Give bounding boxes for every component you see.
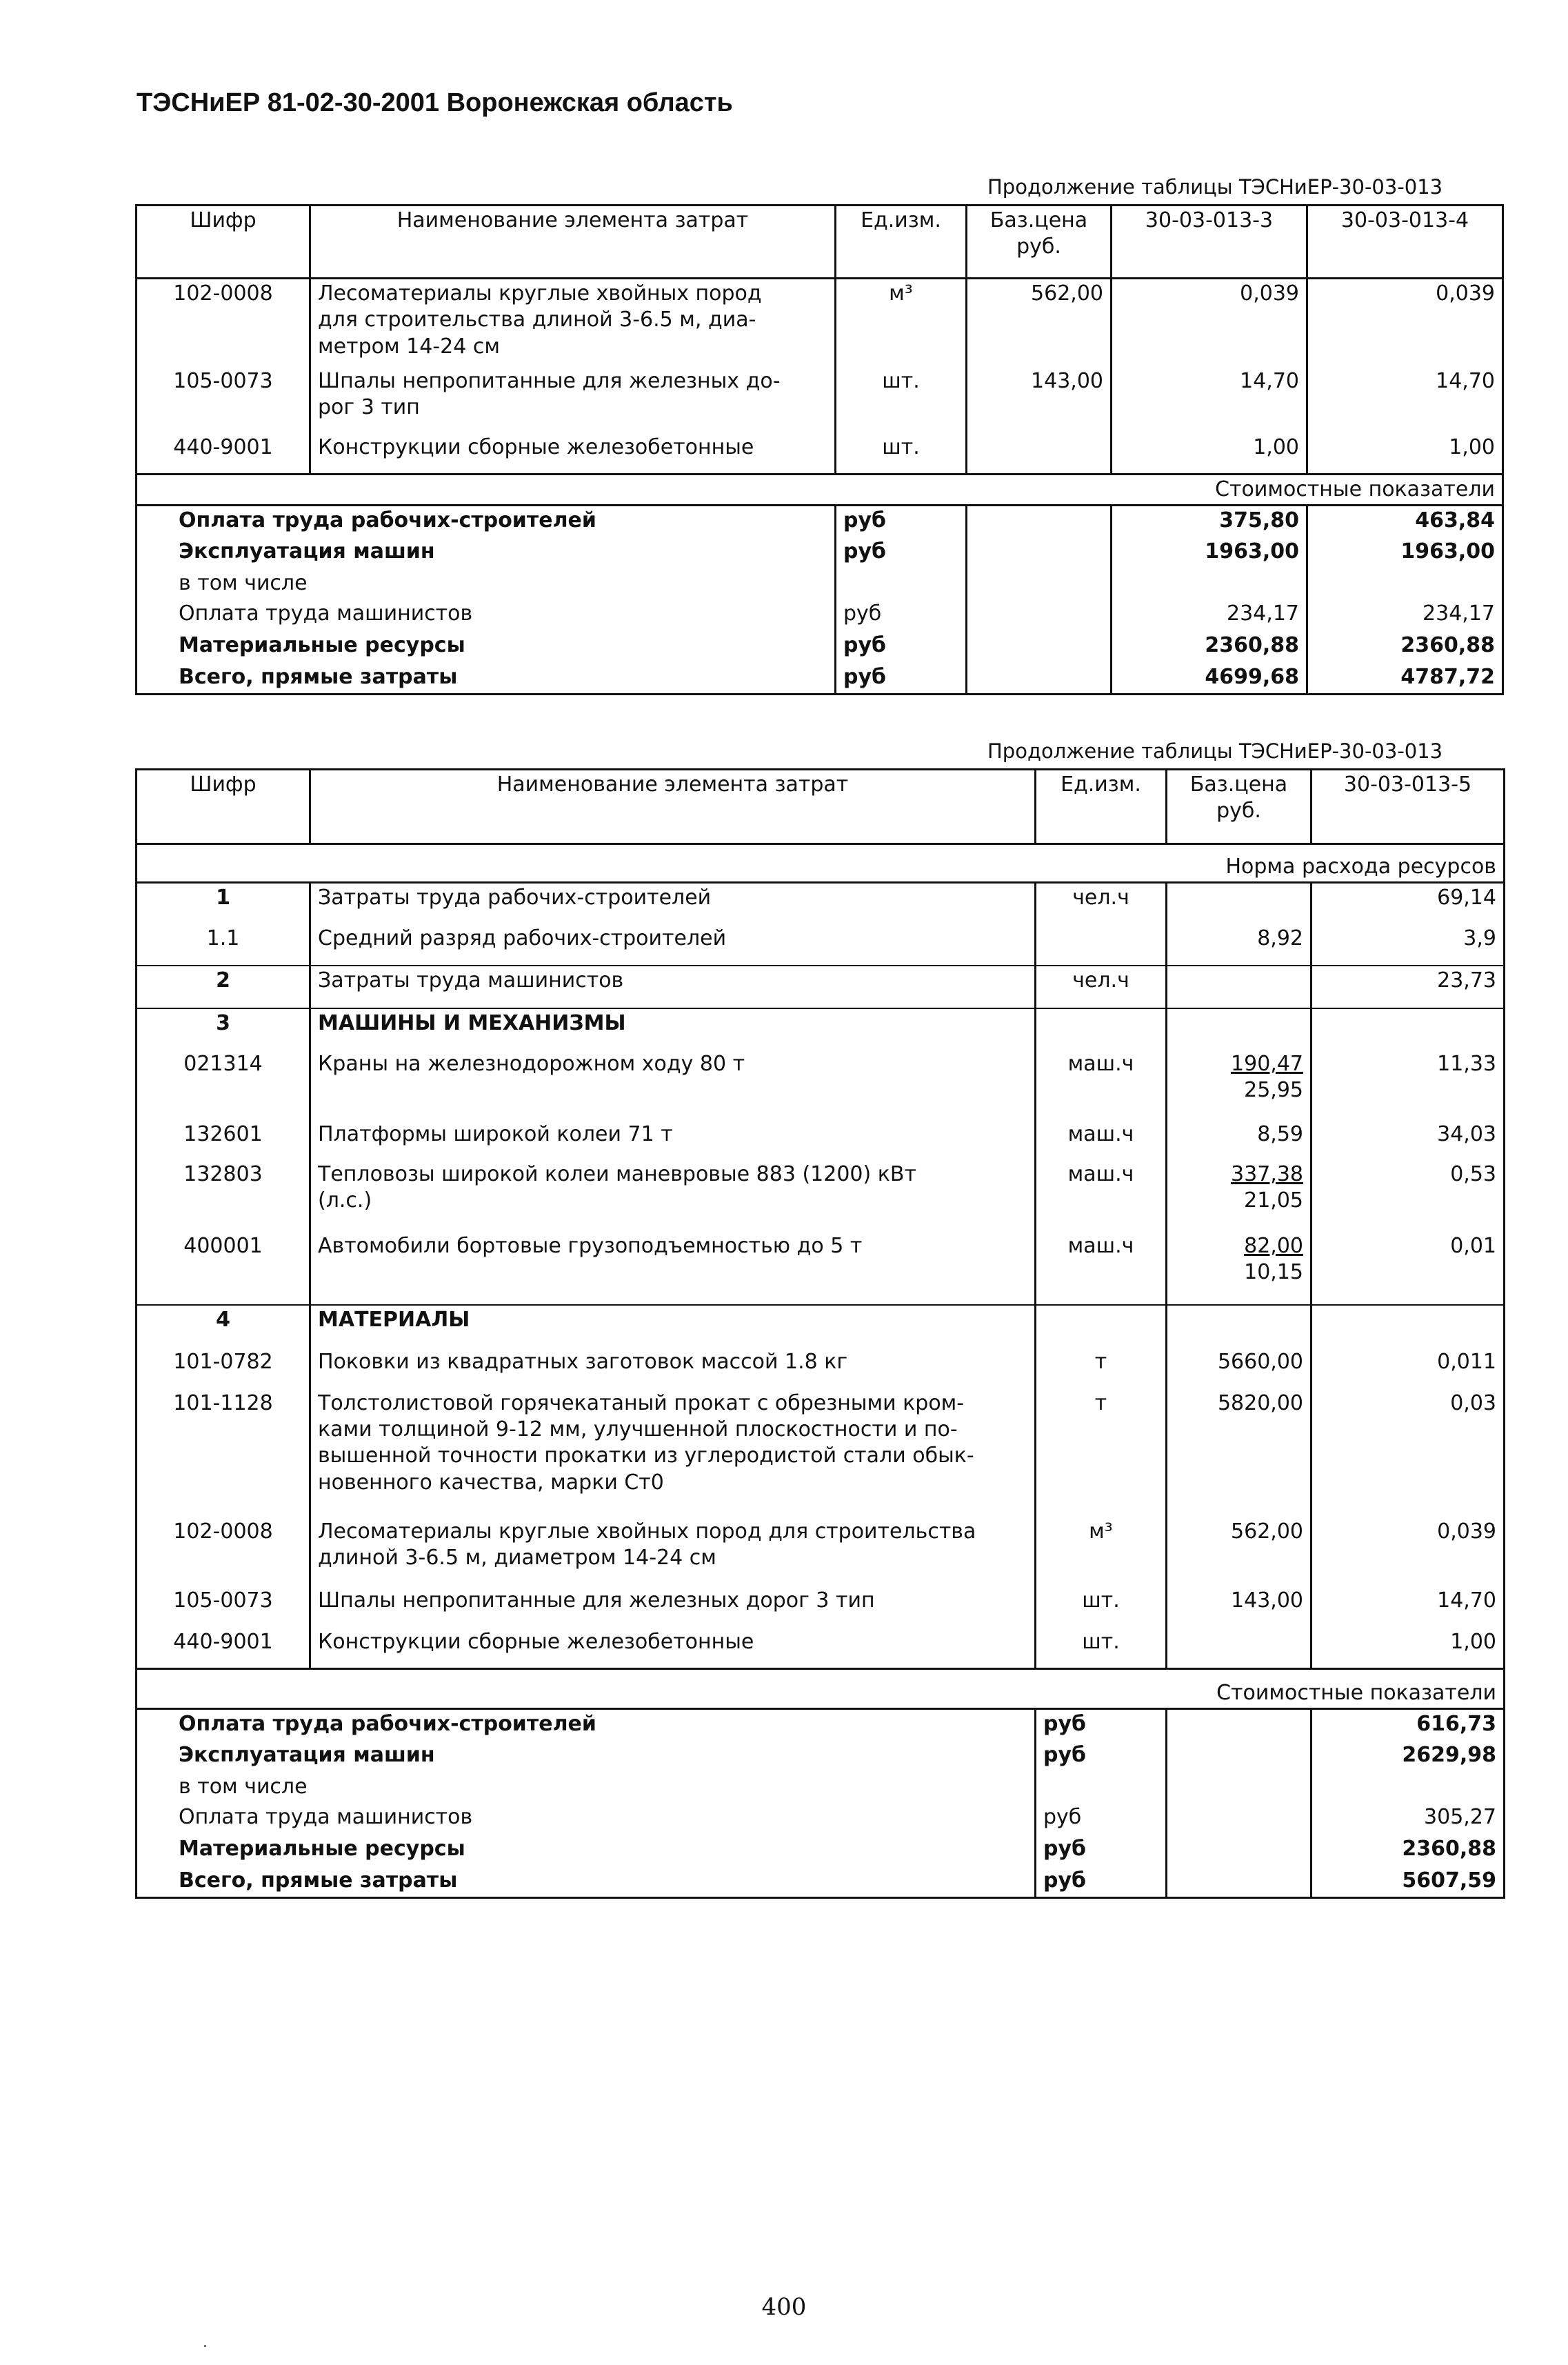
row-price-line: 8,59: [1257, 1121, 1303, 1146]
row-price-line: 190,47: [1231, 1051, 1303, 1076]
col-price-header-line1: Баз.цена: [989, 208, 1088, 232]
cost-unit: [836, 569, 967, 599]
row-code: 105-0073: [137, 367, 310, 433]
cost-unit: руб: [836, 506, 967, 537]
row-name: [310, 433, 836, 475]
row-value-a: 0,03: [1311, 1389, 1505, 1517]
row-price-line: 25,95: [1244, 1077, 1303, 1102]
row-unit: маш.ч: [1036, 1232, 1167, 1305]
row-name: [310, 279, 836, 367]
cost-unit: руб: [1036, 1803, 1167, 1835]
cost-value-a: [1112, 569, 1307, 599]
cost-section-title: Стоимостные показатели: [137, 475, 1503, 506]
cost-value-a: 375,80: [1112, 506, 1307, 537]
table1-header-row: [137, 206, 1503, 279]
cost-row: [137, 599, 1503, 631]
row-unit: [1036, 1008, 1167, 1050]
row-name-line: Шпалы непропитанные для железных дорог 3 тип: [318, 1588, 875, 1613]
cost-empty: [1167, 1803, 1311, 1835]
row-name: [310, 924, 1036, 966]
cost-label: Материальные ресурсы: [137, 1835, 1036, 1866]
row-value-a: 69,14: [1311, 883, 1505, 924]
row-value-a: 0,039: [1112, 279, 1307, 367]
row-name-line: новенного качества, марки Ст0: [318, 1470, 664, 1495]
table2-continuation-label: Продолжение таблицы ТЭСНиЕР-30-03-013: [987, 739, 1443, 763]
row-price: [1167, 1389, 1311, 1517]
row-name: [310, 1232, 1036, 1305]
page-number: 400: [761, 2293, 807, 2321]
row-value-b: 1,00: [1307, 433, 1503, 475]
cost-label: в том числе: [137, 1773, 1036, 1803]
row-price: [1167, 1120, 1311, 1160]
row-price-line: 337,38: [1231, 1161, 1303, 1186]
table-row: [137, 279, 1503, 367]
row-price: 562,00: [967, 279, 1112, 367]
cost-value-a: 4699,68: [1112, 663, 1307, 695]
cost-value-a: 305,27: [1311, 1803, 1505, 1835]
cost-value-a: 2360,88: [1311, 1835, 1505, 1866]
col-name-header: Наименование элемента затрат: [310, 206, 836, 279]
document-title: ТЭСНиЕР 81-02-30-2001 Воронежская область: [137, 88, 733, 117]
table-row: [137, 1628, 1505, 1669]
row-value-a: 0,01: [1311, 1232, 1505, 1305]
row-price: [1167, 1628, 1311, 1669]
row-value-a: 14,70: [1311, 1586, 1505, 1628]
row-unit: маш.ч: [1036, 1120, 1167, 1160]
row-value-a: 0,011: [1311, 1348, 1505, 1389]
row-name: [310, 1348, 1036, 1389]
row-value-a: 11,33: [1311, 1050, 1505, 1120]
col-price-header-line2: руб.: [1016, 234, 1061, 259]
cost-label: Эксплуатация машин: [137, 537, 836, 569]
row-name-line: Шпалы непропитанные для железных до-: [318, 368, 781, 393]
col-price-header: [967, 206, 1112, 279]
cost-label: Оплата труда рабочих-строителей: [137, 1709, 1036, 1741]
row-value-a: 1,00: [1112, 433, 1307, 475]
resource-table-2: [135, 768, 1505, 1899]
row-price-line: 143,00: [1231, 1588, 1303, 1613]
cost-row: [137, 631, 1503, 663]
cost-section-row: [137, 1669, 1505, 1709]
row-price-line: 10,15: [1244, 1259, 1303, 1284]
table2-header-row: [137, 770, 1505, 844]
row-code: 440-9001: [137, 1628, 310, 1669]
col-a-header: 30-03-013-5: [1311, 770, 1505, 844]
row-name-line: Конструкции сборные железобетонные: [318, 1629, 754, 1654]
row-unit: маш.ч: [1036, 1160, 1167, 1232]
cost-row: [137, 1866, 1505, 1898]
row-name: [310, 1008, 1036, 1050]
row-price: [1167, 1008, 1311, 1050]
cost-empty: [967, 663, 1112, 695]
cost-unit: руб: [1036, 1709, 1167, 1741]
row-value-a: 0,039: [1311, 1517, 1505, 1586]
cost-empty: [967, 569, 1112, 599]
row-name: [310, 367, 836, 433]
row-value-b: 0,039: [1307, 279, 1503, 367]
row-price: [1167, 1305, 1311, 1348]
row-code: 400001: [137, 1232, 310, 1305]
row-price-line: 562,00: [1231, 1519, 1303, 1544]
cost-value-a: 234,17: [1112, 599, 1307, 631]
row-name: [310, 883, 1036, 924]
row-unit: чел.ч: [1036, 883, 1167, 924]
cost-row: [137, 663, 1503, 695]
cost-section-title: Стоимостные показатели: [137, 1669, 1505, 1709]
cost-unit: руб: [836, 663, 967, 695]
row-price-line: 5820,00: [1217, 1390, 1303, 1415]
row-name-line: Поковки из квадратных заготовок массой 1.8 кг: [318, 1349, 848, 1374]
cost-value-b: [1307, 569, 1503, 599]
col-name-header: Наименование элемента затрат: [310, 770, 1036, 844]
row-name: [310, 966, 1036, 1008]
row-unit: т: [1036, 1389, 1167, 1517]
cost-row: [137, 506, 1503, 537]
row-unit: м³: [1036, 1517, 1167, 1586]
table-row: [137, 1305, 1505, 1348]
cost-empty: [967, 506, 1112, 537]
row-code: 1.1: [137, 924, 310, 966]
row-name-line: МАШИНЫ И МЕХАНИЗМЫ: [318, 1010, 626, 1035]
cost-label: Оплата труда машинистов: [137, 599, 836, 631]
row-code: 105-0073: [137, 1586, 310, 1628]
cost-label: Эксплуатация машин: [137, 1741, 1036, 1773]
row-name-line: (л.с.): [318, 1188, 372, 1213]
cost-unit: [1036, 1773, 1167, 1803]
row-name: [310, 1305, 1036, 1348]
row-value-a: 3,9: [1311, 924, 1505, 966]
row-name-line: рог 3 тип: [318, 395, 420, 419]
row-name: [310, 1389, 1036, 1517]
cost-unit: руб: [836, 537, 967, 569]
row-value-a: 34,03: [1311, 1120, 1505, 1160]
row-price: [1167, 1586, 1311, 1628]
cost-unit: руб: [1036, 1741, 1167, 1773]
row-price-line: 8,92: [1257, 926, 1303, 950]
row-value-b: 14,70: [1307, 367, 1503, 433]
cost-row: [137, 1709, 1505, 1741]
cost-row: [137, 1803, 1505, 1835]
table-row: [137, 367, 1503, 433]
cost-empty: [967, 537, 1112, 569]
row-unit: маш.ч: [1036, 1050, 1167, 1120]
cost-label: Материальные ресурсы: [137, 631, 836, 663]
col-price-header-line2: руб.: [1216, 799, 1261, 824]
cost-section-row: [137, 475, 1503, 506]
row-code: 4: [137, 1305, 310, 1348]
row-unit: [1036, 1305, 1167, 1348]
table-row: [137, 1120, 1505, 1160]
row-name-line: Лесоматериалы круглые хвойных пород: [318, 281, 762, 306]
cost-row: [137, 537, 1503, 569]
row-code: 1: [137, 883, 310, 924]
row-unit: [1036, 924, 1167, 966]
cost-unit: руб: [836, 599, 967, 631]
col-code-header: Шифр: [137, 770, 310, 844]
row-price: [1167, 1517, 1311, 1586]
row-price-line: 5660,00: [1217, 1349, 1303, 1374]
col-b-header: 30-03-013-4: [1307, 206, 1503, 279]
cost-unit: руб: [1036, 1866, 1167, 1898]
cost-empty: [967, 631, 1112, 663]
cost-empty: [1167, 1773, 1311, 1803]
row-code: 101-0782: [137, 1348, 310, 1389]
row-name-line: Краны на железнодорожном ходу 80 т: [318, 1051, 745, 1076]
row-name-line: ками толщиной 9-12 мм, улучшенной плоскостности и по-: [318, 1417, 958, 1441]
cost-label: Оплата труда машинистов: [137, 1803, 1036, 1835]
cost-empty: [1167, 1741, 1311, 1773]
row-name: [310, 1120, 1036, 1160]
row-unit: шт.: [1036, 1586, 1167, 1628]
row-unit: шт.: [836, 433, 967, 475]
row-code: 132601: [137, 1120, 310, 1160]
row-value-a: 23,73: [1311, 966, 1505, 1008]
row-price-line: 21,05: [1244, 1188, 1303, 1213]
cost-empty: [1167, 1866, 1311, 1898]
row-name-line: Толстолистовой горячекатаный прокат с обрезными кром-: [318, 1390, 965, 1415]
col-unit-header: Ед.изм.: [836, 206, 967, 279]
row-price: [1167, 1232, 1311, 1305]
table-row: [137, 1348, 1505, 1389]
row-code: 101-1128: [137, 1389, 310, 1517]
row-code: 102-0008: [137, 279, 310, 367]
row-name-line: МАТЕРИАЛЫ: [318, 1307, 470, 1332]
cost-value-b: 2360,88: [1307, 631, 1503, 663]
row-name-line: Конструкции сборные железобетонные: [318, 435, 754, 459]
table-row: [137, 1160, 1505, 1232]
row-value-a: [1311, 1008, 1505, 1050]
norm-section-title: Норма расхода ресурсов: [137, 844, 1505, 883]
cost-empty: [1167, 1709, 1311, 1741]
row-name-line: Средний разряд рабочих-строителей: [318, 926, 727, 950]
resource-table-1: [135, 204, 1504, 695]
table-row: [137, 966, 1505, 1008]
row-unit: т: [1036, 1348, 1167, 1389]
cost-value-a: 1963,00: [1112, 537, 1307, 569]
norm-section-row: [137, 844, 1505, 883]
row-value-a: 1,00: [1311, 1628, 1505, 1669]
row-name-line: Затраты труда машинистов: [318, 968, 624, 992]
row-name-line: для строительства длиной 3-6.5 м, диа-: [318, 308, 756, 332]
row-name-line: Затраты труда рабочих-строителей: [318, 886, 712, 910]
row-price: [967, 433, 1112, 475]
row-price: [1167, 883, 1311, 924]
cost-row: [137, 1773, 1505, 1803]
cost-empty: [1167, 1835, 1311, 1866]
row-code: 021314: [137, 1050, 310, 1120]
row-unit: шт.: [1036, 1628, 1167, 1669]
row-price-line: 82,00: [1244, 1233, 1303, 1258]
row-price: [1167, 1160, 1311, 1232]
cost-value-b: 463,84: [1307, 506, 1503, 537]
cost-unit: руб: [1036, 1835, 1167, 1866]
row-unit: шт.: [836, 367, 967, 433]
row-value-a: [1311, 1305, 1505, 1348]
table-row: [137, 1389, 1505, 1517]
table-row: [137, 1586, 1505, 1628]
cost-empty: [967, 599, 1112, 631]
cost-value-a: 2360,88: [1112, 631, 1307, 663]
cost-value-a: 616,73: [1311, 1709, 1505, 1741]
row-code: 132803: [137, 1160, 310, 1232]
row-name: [310, 1628, 1036, 1669]
scan-speck: [204, 2345, 206, 2347]
cost-label: Всего, прямые затраты: [137, 1866, 1036, 1898]
cost-value-a: 5607,59: [1311, 1866, 1505, 1898]
row-code: 3: [137, 1008, 310, 1050]
table-row: [137, 1232, 1505, 1305]
row-name-line: Тепловозы широкой колеи маневровые 883 (1200) кВт: [318, 1161, 916, 1186]
row-name: [310, 1517, 1036, 1586]
row-name: [310, 1160, 1036, 1232]
row-code: 440-9001: [137, 433, 310, 475]
table-row: [137, 433, 1503, 475]
cost-value-a: [1311, 1773, 1505, 1803]
row-name-line: метром 14-24 см: [318, 334, 500, 359]
col-unit-header: Ед.изм.: [1036, 770, 1167, 844]
table-row: [137, 883, 1505, 924]
row-value-a: 14,70: [1112, 367, 1307, 433]
row-price: [1167, 924, 1311, 966]
col-price-header-line1: Баз.цена: [1189, 772, 1288, 797]
cost-value-a: 2629,98: [1311, 1741, 1505, 1773]
row-price: [1167, 1050, 1311, 1120]
row-value-a: 0,53: [1311, 1160, 1505, 1232]
row-name: [310, 1586, 1036, 1628]
table-row: [137, 1050, 1505, 1120]
col-a-header: 30-03-013-3: [1112, 206, 1307, 279]
cost-label: в том числе: [137, 569, 836, 599]
cost-value-b: 1963,00: [1307, 537, 1503, 569]
row-name-line: Платформы широкой колеи 71 т: [318, 1121, 673, 1146]
cost-row: [137, 1741, 1505, 1773]
row-code: 102-0008: [137, 1517, 310, 1586]
col-code-header: Шифр: [137, 206, 310, 279]
table-row: [137, 924, 1505, 966]
row-name-line: длиной 3-6.5 м, диаметром 14-24 см: [318, 1545, 716, 1570]
table-row: [137, 1517, 1505, 1586]
row-unit: чел.ч: [1036, 966, 1167, 1008]
row-name-line: Лесоматериалы круглые хвойных пород для строительства: [318, 1519, 976, 1544]
row-price: [1167, 966, 1311, 1008]
cost-label: Всего, прямые затраты: [137, 663, 836, 695]
row-name-line: Автомобили бортовые грузоподъемностью до 5 т: [318, 1233, 863, 1258]
row-price: [1167, 1348, 1311, 1389]
cost-row: [137, 1835, 1505, 1866]
table1-continuation-label: Продолжение таблицы ТЭСНиЕР-30-03-013: [987, 175, 1443, 199]
cost-row: [137, 569, 1503, 599]
row-price: 143,00: [967, 367, 1112, 433]
row-name-line: вышенной точности прокатки из углеродистой стали обык-: [318, 1444, 974, 1468]
cost-unit: руб: [836, 631, 967, 663]
row-name: [310, 1050, 1036, 1120]
cost-value-b: 234,17: [1307, 599, 1503, 631]
table-row: [137, 1008, 1505, 1050]
cost-value-b: 4787,72: [1307, 663, 1503, 695]
cost-label: Оплата труда рабочих-строителей: [137, 506, 836, 537]
col-price-header: [1167, 770, 1311, 844]
row-code: 2: [137, 966, 310, 1008]
row-unit: м³: [836, 279, 967, 367]
